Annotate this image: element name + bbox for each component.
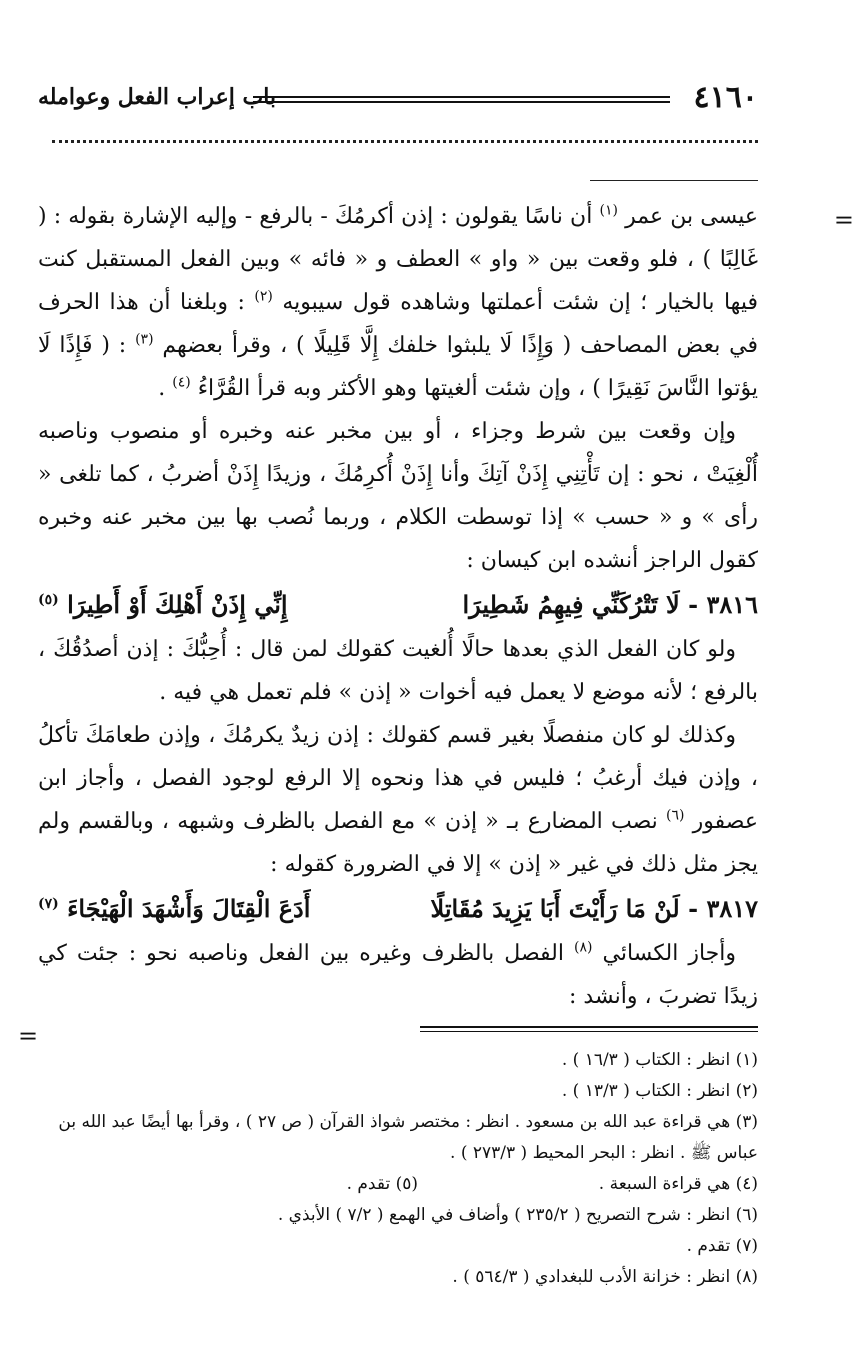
paragraph-4 xyxy=(38,714,758,886)
verse-text: أَدَعَ الْقِتَالَ وَأَشْهَدَ الْهَيْجَاءَ xyxy=(67,894,311,923)
verse-number: ٣٨١٦ - xyxy=(688,590,758,619)
continuation-mark-start: = xyxy=(833,206,854,234)
footnote-rule-thin xyxy=(420,1031,758,1032)
page-header xyxy=(38,78,758,118)
text-span: عيسى بن عمر xyxy=(625,204,758,229)
text-span: أن ناسًا يقولون : إذن أكرمُكَ - بالرفع - وإليه الإشارة بقوله : ( غَالِبًا ) ، فلو وقعت بين « واو » العطف و « فائه » وبين الفعل المستقبل كنت فيها بالخيار ؛ إن شئت أعملتها وشاهده قول سيبويه xyxy=(38,204,758,315)
verse-3816 xyxy=(38,582,758,628)
footnote-marker: (٧) xyxy=(38,896,59,912)
paragraph-2: وإن وقعت بين شرط وجزاء ، أو بين مخبر عنه وخبره أو منصوب وناصبه أُلْغِيَتْ ، نحو : إن تَأْتِنِي إِذَنْ آتِكَ وأنا إِذَنْ أُكرِمُكَ ، وزيدًا إِذَنْ أضربُ ، كما تلغى « رأى » و « حسب » إذا توسطت الكلام ، وربما نُصب بها بين مخبر عنه وخبره كقول الراجز أنشده ابن كيسان : xyxy=(38,419,758,573)
footnote-marker: (٤) xyxy=(172,374,191,391)
text-span: : وبلغنا أن هذا الحرف في بعض المصاحف ( وَإِذًا لَا يلبثوا خلفك إِلَّا قَلِيلًا ) ، وقرأ بعضهم xyxy=(38,290,759,358)
footnote-7: (٧) تقدم . xyxy=(686,1236,758,1256)
paragraph-1 xyxy=(38,195,758,410)
footnote-rule xyxy=(420,1026,758,1028)
footnote-marker: (٥) xyxy=(38,592,59,608)
text-span: وأجاز الكسائي xyxy=(602,941,736,966)
footnote-2: (٢) انظر : الكتاب ( ١٣/٣ ) . xyxy=(561,1081,758,1101)
footnote-1: (١) انظر : الكتاب ( ١٦/٣ ) . xyxy=(561,1050,758,1070)
verse-text: لَا تَتْرُكَنِّي فِيهِمُ شَطِيرَا xyxy=(462,590,680,619)
verse-second-hemistich xyxy=(38,582,288,628)
footnote-8: (٨) انظر : خزانة الأدب للبغدادي ( ٥٦٤/٣ ) . xyxy=(452,1267,758,1287)
page-number: ٤١٦٠ xyxy=(693,80,758,115)
footnotes xyxy=(38,1045,758,1293)
verse-first-hemistich xyxy=(462,582,758,628)
chapter-title: باب إعراب الفعل وعوامله xyxy=(38,84,277,110)
text-span: نصب المضارع بـ « إذن » مع الفصل بالظرف وشبهه ، وبالقسم ولم يجز مثل ذلك في غير « إذن » إلا في الضرورة كقوله : xyxy=(38,809,758,877)
verse-text: إِنِّي إِذَنْ أَهْلِكَ أَوْ أَطِيرَا xyxy=(67,590,288,619)
footnote-marker: (١) xyxy=(599,202,618,219)
dotted-separator xyxy=(52,140,758,143)
short-rule xyxy=(590,180,758,181)
paragraph-3: ولو كان الفعل الذي بعدها حالًا أُلغيت كقولك لمن قال : أُحِبُّكَ : إذن أصدُقُكَ ، بالرفع ؛ لأنه موضع لا يعمل فيه أخوات « إذن » فلم تعمل هي فيه . xyxy=(38,637,758,705)
text-span: : ( فَإِذًا لَا يؤتوا النَّاسَ نَقِيرًا ) ، وإن شئت ألغيتها وهو الأكثر وبه قرأ القُرَّاءُ xyxy=(38,333,758,401)
footnote-6: (٦) انظر : شرح التصريح ( ٢٣٥/٢ ) وأضاف في الهمع ( ٧/٢ ) الأبذي . xyxy=(277,1205,758,1225)
text-span: وكذلك لو كان منفصلًا بغير قسم كقولك : إذن زيدٌ يكرمُكَ ، وإذن طعامَكَ تأكلُ ، وإذن فيك أرغبُ ؛ فليس في هذا ونحوه إلا الرفع لوجود الفصل ، وأجاز ابن عصفور xyxy=(38,723,758,834)
footnote-5: (٥) تقدم . xyxy=(346,1174,418,1194)
verse-3817 xyxy=(38,886,758,932)
footnote-3: (٣) هي قراءة عبد الله بن مسعود . انظر : مختصر شواذ القرآن ( ص ٢٧ ) ، وقرأ بها أيضًا عبد الله بن عباس ﷺ . انظر : البحر المحيط ( ٢٧٣/٣ ) . xyxy=(58,1112,758,1163)
continuation-mark-end: = xyxy=(18,1022,39,1050)
footnote-marker: (٢) xyxy=(254,288,273,305)
verse-text: لَنْ مَا رَأَيْتَ أَبَا يَزِيدَ مُقَاتِلًا xyxy=(430,894,680,923)
verse-first-hemistich xyxy=(431,886,758,932)
text-span: الفصل بالظرف وغيره بين الفعل وناصبه نحو : جئت كي زيدًا تضربَ ، وأنشد : xyxy=(38,941,758,1009)
text-span: . xyxy=(158,376,166,401)
footnote-marker: (٦) xyxy=(665,807,685,824)
footnote-marker: (٣) xyxy=(135,331,154,348)
footnote-row-4-5 xyxy=(38,1169,758,1200)
footnote-marker: (٨) xyxy=(574,939,593,956)
main-text xyxy=(38,195,758,1018)
verse-second-hemistich xyxy=(38,886,310,932)
footnote-4: (٤) هي قراءة السبعة . xyxy=(598,1174,758,1194)
verse-number: ٣٨١٧ - xyxy=(688,894,758,923)
paragraph-5 xyxy=(38,932,758,1018)
header-rule xyxy=(253,96,670,103)
